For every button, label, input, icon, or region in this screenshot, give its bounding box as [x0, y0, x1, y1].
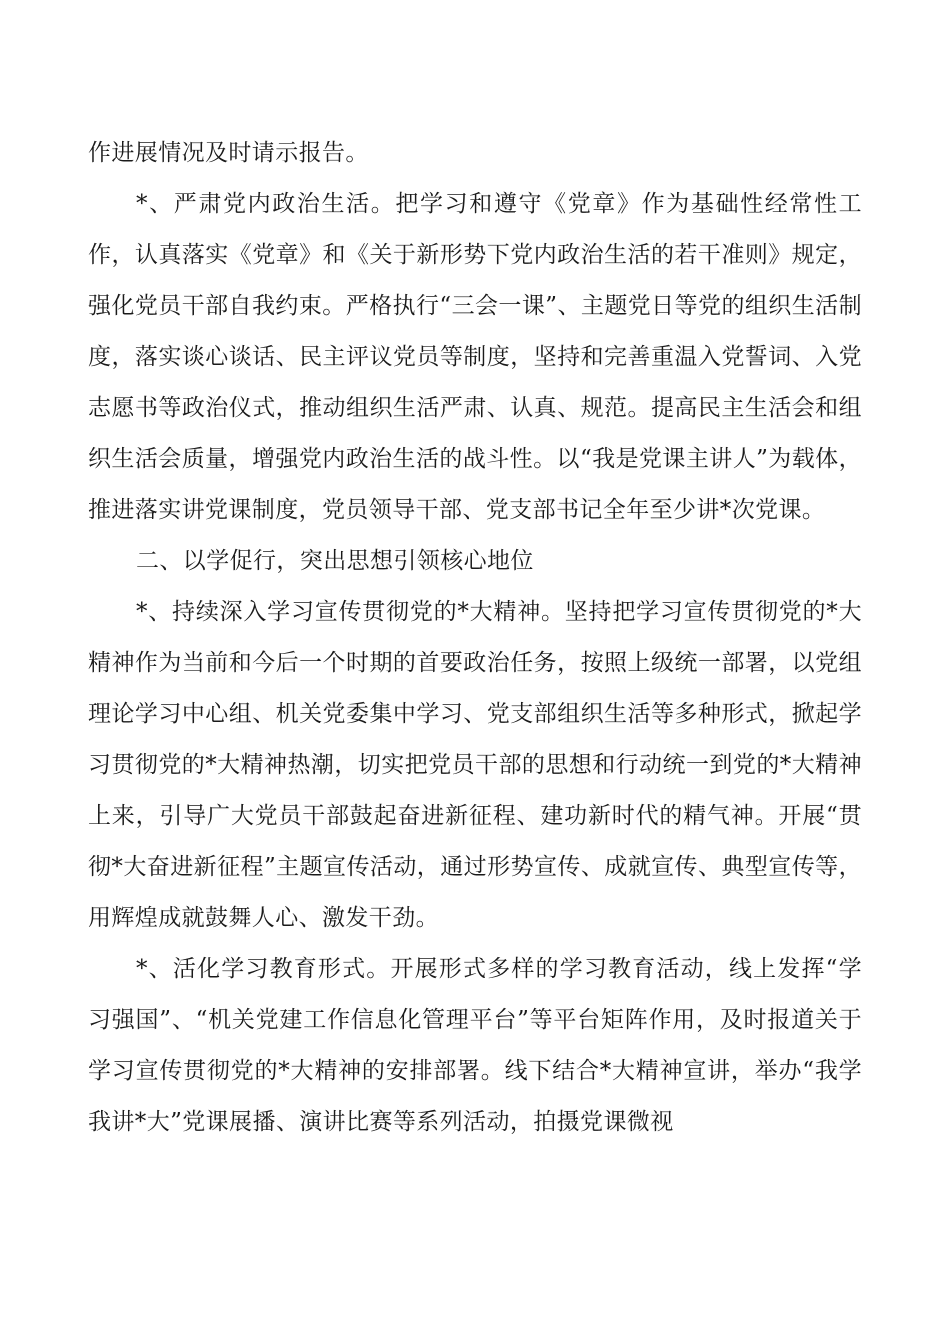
section-heading: 二、以学促行，突出思想引领核心地位 [136, 548, 534, 574]
paragraph-study-forms: *、活化学习教育形式。开展形式多样的学习教育活动，线上发挥“学习强国”、“机关党建工作信息化管理平台”等平台矩阵作用，及时报道关于学习宣传贯彻党的*大精神的安排部署。线下结合*大精神宣讲，举办“我学我讲*大”党课展播、演讲比赛等系列活动，拍摄党课微视 [88, 956, 862, 1135]
document-body [88, 128, 862, 1148]
paragraph-study-spirit: *、持续深入学习宣传贯彻党的*大精神。坚持把学习宣传贯彻党的*大精神作为当前和今后一个时期的首要政治任务，按照上级统一部署，以党组理论学习中心组、机关党委集中学习、党支部组织生活等多种形式，掀起学习贯彻党的*大精神热潮，切实把党员干部的思想和行动统一到党的*大精神上来，引导广大党员干部鼓起奋进新征程、建功新时代的精气神。开展“贯彻*大奋进新征程”主题宣传活动，通过形势宣传、成就宣传、典型宣传等，用辉煌成就鼓舞人心、激发干劲。 [88, 599, 862, 931]
paragraph-political-life: *、严肃党内政治生活。把学习和遵守《党章》作为基础性经常性工作，认真落实《党章》和《关于新形势下党内政治生活的若干准则》规定，强化党员干部自我约束。严格执行“三会一课”、主题党日等党的组织生活制度，落实谈心谈话、民主评议党员等制度，坚持和完善重温入党誓词、入党志愿书等政治仪式，推动组织生活严肃、认真、规范。提高民主生活会和组织生活会质量，增强党内政治生活的战斗性。以“我是党课主讲人”为载体，推进落实讲党课制度，党员领导干部、党支部书记全年至少讲*次党课。 [88, 191, 862, 523]
paragraph-continuation: 作进展情况及时请示报告。 [88, 140, 369, 166]
